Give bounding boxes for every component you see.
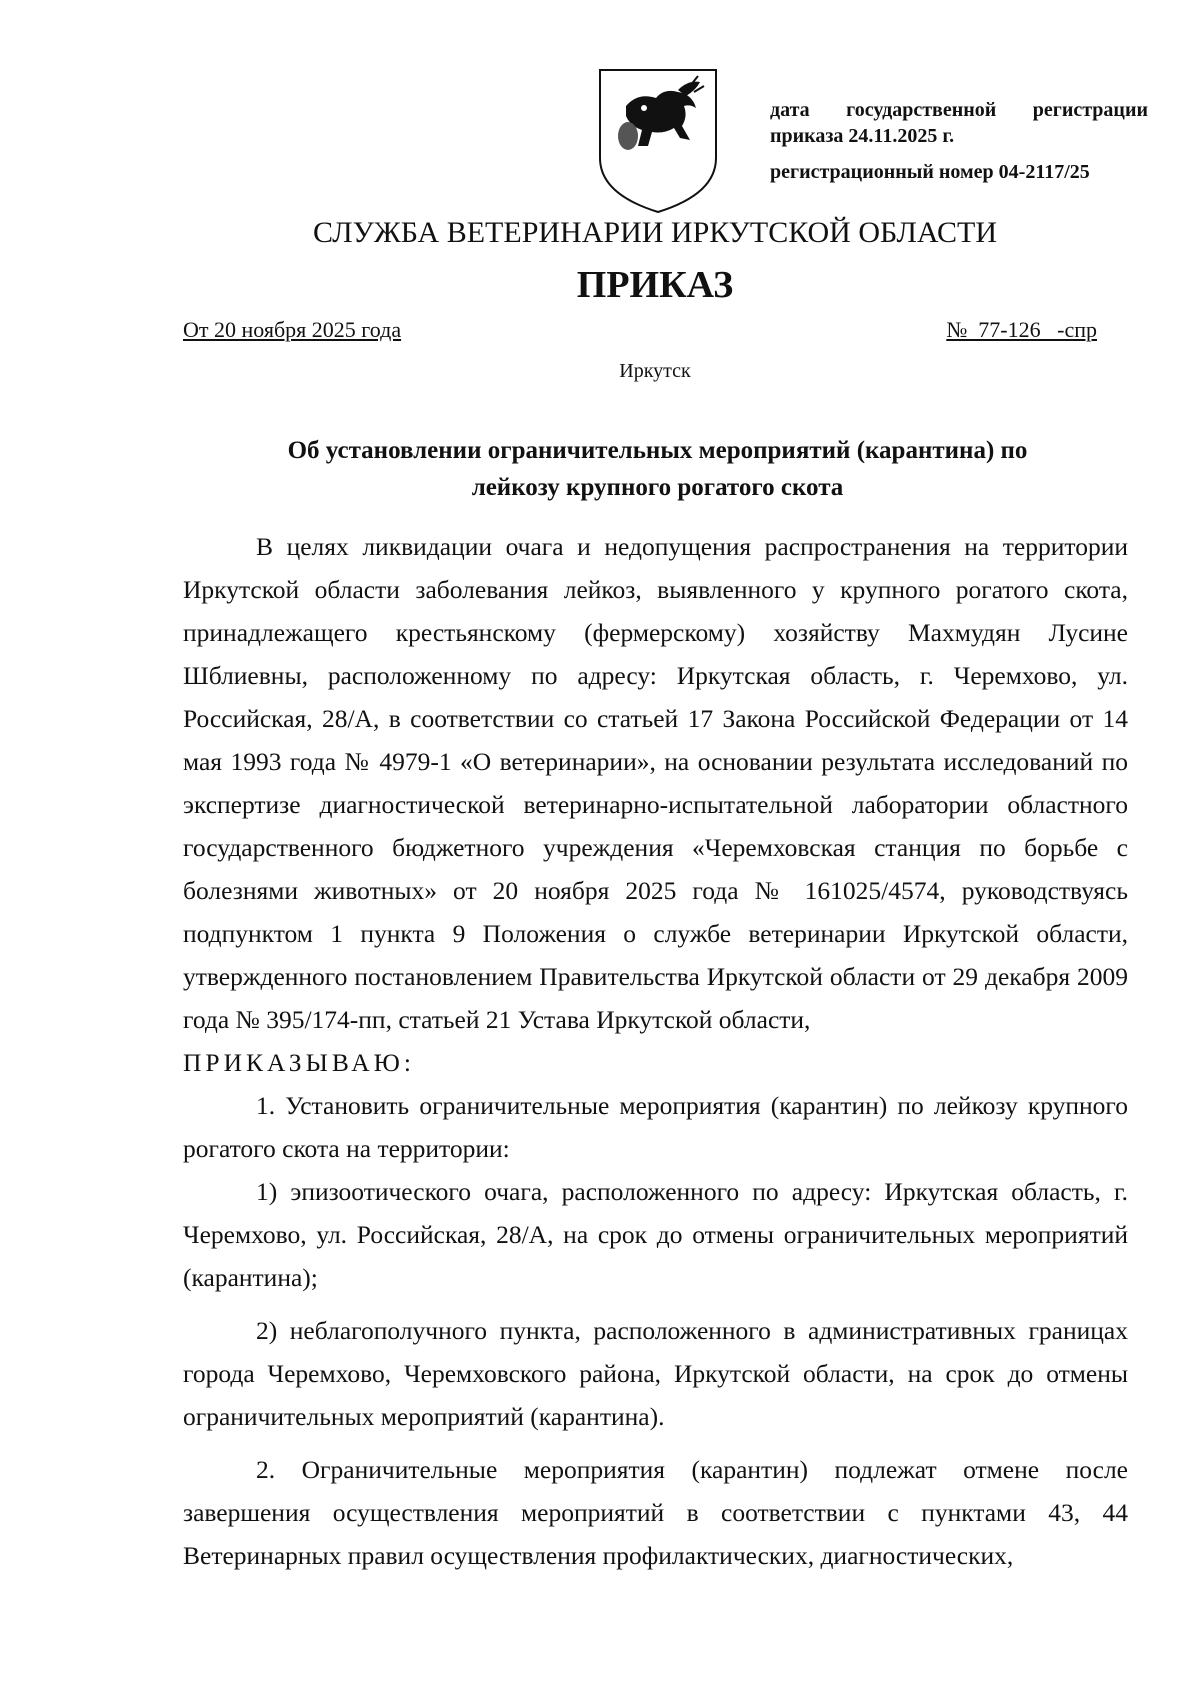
document-type: ПРИКАЗ bbox=[576, 264, 734, 306]
registration-number: регистрационный номер 04-2117/25 bbox=[770, 161, 1090, 183]
city-name: Иркутск bbox=[619, 360, 691, 382]
coat-of-arms-emblem bbox=[596, 66, 720, 216]
preamble-paragraph: В целях ликвидации очага и недопущения распространения на территории Иркутской области заболевания лейкоз, выявленного у крупного рогатого скота, принадлежащего крестьянскому (фермерскому) хозяйству Махмудян Лусине Шблиевны, расположенному по адресу: Иркутская область, г. Черемхово, ул. Российская, 28/А, в соответствии со статьей 17 Закона Российской Федерации от 14 мая 1993 года № 4979-1 «О ветеринарии», на основании результата исследований по экспертизе диагностической ветеринарно-испытательной лаборатории областного государственного бюджетного учреждения «Черемховская станция по борьбе с болезнями животных» от 20 ноября 2025 года № 161025/4574, руководствуясь подпунктом 1 пункта 9 Положения о службе ветеринарии Иркутской области, утвержденного постановлением Правительства Иркутской области от 29 декабря 2009 года № 395/174-пп, статьей 21 Устава Иркутской области, bbox=[183, 532, 1128, 1034]
document-title bbox=[183, 432, 1132, 506]
agency-name: СЛУЖБА ВЕТЕРИНАРИИ ИРКУТСКОЙ ОБЛАСТИ bbox=[313, 216, 997, 249]
registration-date: приказа 24.11.2025 г. bbox=[770, 125, 955, 147]
item-1-1-paragraph: 1) эпизоотического очага, расположенного по адресу: Иркутская область, г. Черемхово, ул. Российская, 28/А, на срок до отмены ограничительных мероприятий (карантина); bbox=[183, 1177, 1128, 1292]
title-line: лейкозу крупного рогатого скота bbox=[471, 474, 844, 501]
item-1-2-paragraph: 2) неблагополучного пункта, расположенного в административных границах города Черемхово, Черемховского района, Иркутской области, на срок до отмены ограничительных мероприятий (карантина). bbox=[183, 1316, 1128, 1431]
registration-line: дата государственной регистрации bbox=[770, 99, 1148, 121]
document-body bbox=[183, 525, 1128, 1577]
item-2-paragraph: 2. Ограничительные мероприятия (карантин) подлежат отмене после завершения осуществления мероприятий в соответствии с пунктами 43, 44 Ветеринарных правил осуществления профилактических, диагностических, bbox=[183, 1455, 1128, 1570]
order-heading: ПРИКАЗЫВАЮ: bbox=[183, 1048, 415, 1077]
order-date: От 20 ноября 2025 года bbox=[183, 317, 402, 342]
item-1-paragraph: 1. Установить ограничительные мероприятия (карантин) по лейкозу крупного рогатого скота на территории: bbox=[183, 1091, 1128, 1163]
order-number: № 77-126 -спр bbox=[946, 317, 1097, 342]
title-line: Об установлении ограничительных мероприятий (карантина) по bbox=[287, 437, 1028, 464]
registration-note bbox=[770, 97, 1148, 185]
